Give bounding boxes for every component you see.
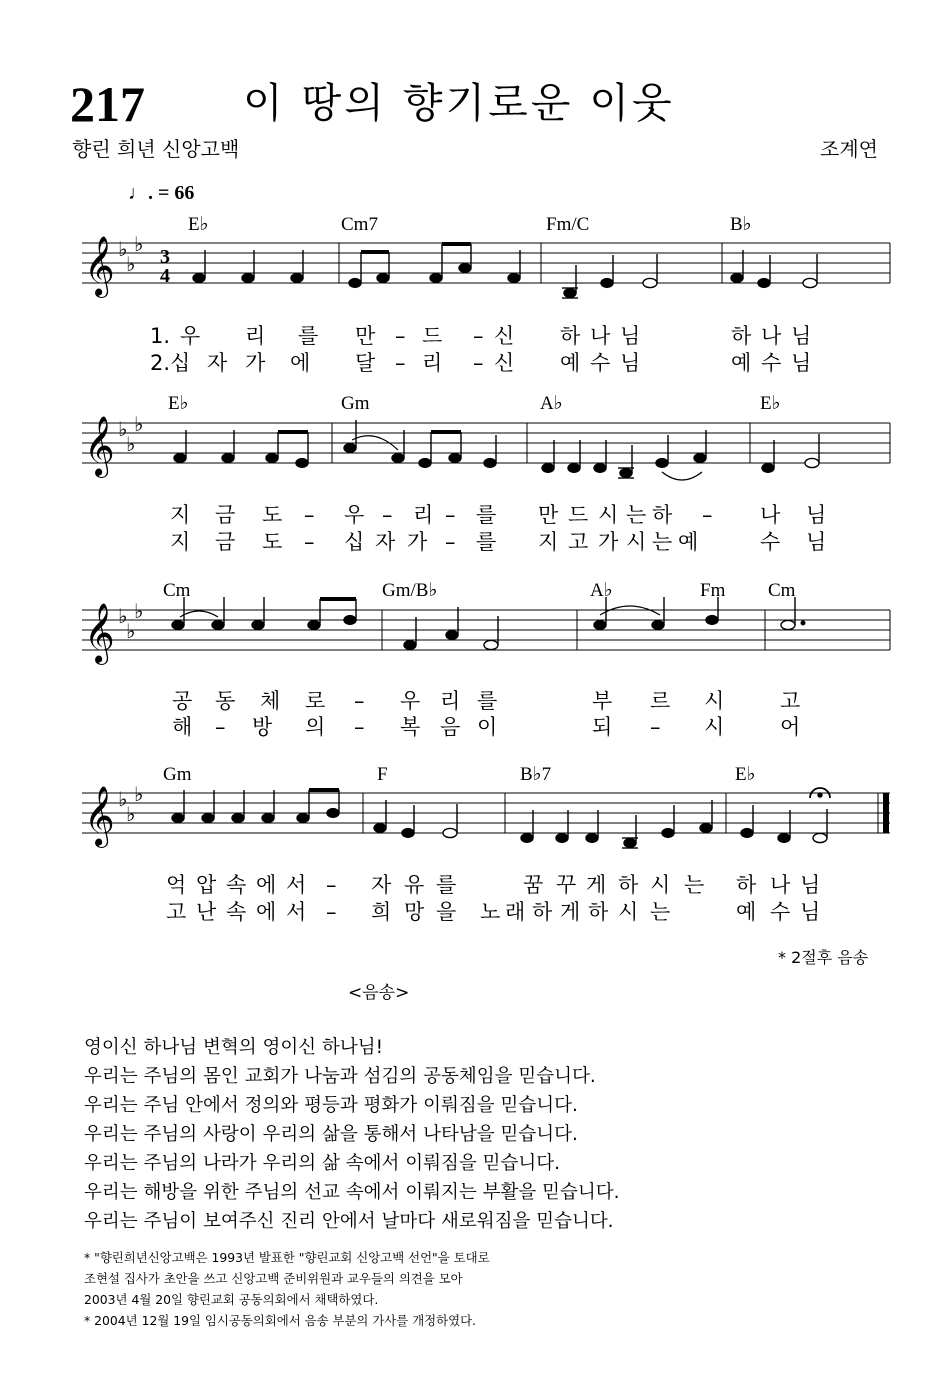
music-staff-system-3 xyxy=(0,597,950,677)
lyric-syllable: 수 xyxy=(760,530,781,554)
lyric-syllable: – xyxy=(473,324,484,348)
creed-line: 우리는 주님의 사랑이 우리의 삶을 통해서 나타남을 믿습니다. xyxy=(84,1124,578,1145)
fermata-dot xyxy=(818,793,822,797)
notes-system-3 xyxy=(172,597,805,650)
lyric-syllable: 하 xyxy=(560,324,581,348)
lyric-syllable: 시 xyxy=(618,900,639,924)
chord-symbol: Gm xyxy=(341,393,370,414)
lyric-syllable: 을 xyxy=(436,900,457,924)
lyric-syllable: 드 xyxy=(422,324,443,348)
lyric-syllable: 래 xyxy=(505,900,526,924)
lyric-syllable: 가 xyxy=(407,530,428,554)
lyric-syllable: 난 xyxy=(196,900,217,924)
svg-text:♭: ♭ xyxy=(134,599,144,623)
lyric-syllable: 우 xyxy=(344,503,365,527)
lyric-syllable: 이 xyxy=(477,715,498,739)
chord-symbol: Fm xyxy=(700,580,726,601)
lyric-syllable: 님 xyxy=(806,530,827,554)
lyric-syllable: 를 xyxy=(476,503,497,527)
footnote-line: * "향린희년신앙고백은 1993년 발표한 "향린교회 신앙고백 선언"을 토대로 xyxy=(84,1250,490,1265)
lyric-syllable: 방 xyxy=(252,715,273,739)
lyric-syllable: 서 xyxy=(286,873,307,897)
lyric-syllable: 님 xyxy=(620,324,641,348)
lyric-syllable: 유 xyxy=(404,873,425,897)
lyric-syllable: 속 xyxy=(226,873,247,897)
lyric-syllable: 하 xyxy=(736,873,757,897)
chord-symbol: A♭ xyxy=(540,393,563,414)
lyric-syllable: 망 xyxy=(404,900,425,924)
lyric-syllable: 도 xyxy=(262,503,283,527)
lyric-syllable: 님 xyxy=(791,351,812,375)
creed-line: 영이신 하나님 변혁의 영이신 하나님! xyxy=(84,1037,384,1058)
lyric-syllable: 리 xyxy=(413,503,434,527)
lyric-syllable: – xyxy=(354,689,365,713)
hymn-number: 217 xyxy=(70,76,145,132)
lyric-syllable: 드 xyxy=(568,503,589,527)
svg-text:♭: ♭ xyxy=(126,619,136,643)
lyric-syllable: – xyxy=(473,351,484,375)
lyric-syllable: 해 xyxy=(172,715,193,739)
lyric-syllable: 하 xyxy=(618,873,639,897)
lyric-syllable: 리 xyxy=(245,324,266,348)
lyric-syllable: 노 xyxy=(480,900,501,924)
lyric-syllable: 를 xyxy=(476,530,497,554)
lyric-syllable: 예 xyxy=(560,351,581,375)
chord-symbol: Cm xyxy=(768,580,796,601)
lyric-syllable: 금 xyxy=(215,503,236,527)
lyric-syllable: 예 xyxy=(736,900,757,924)
lyric-syllable: 하 xyxy=(532,900,553,924)
svg-text:♭: ♭ xyxy=(118,417,128,441)
lyric-syllable: 동 xyxy=(215,689,236,713)
chord-symbol: Cm7 xyxy=(341,214,378,235)
lyric-syllable: – xyxy=(304,530,315,554)
lyric-syllable: 나 xyxy=(760,503,781,527)
lyric-syllable: 하 xyxy=(588,900,609,924)
treble-clef-icon: 𝄞 xyxy=(84,786,115,846)
svg-text:♭: ♭ xyxy=(134,782,144,806)
creed-line: 우리는 주님의 나라가 우리의 삶 속에서 이뤄짐을 믿습니다. xyxy=(84,1153,560,1174)
treble-clef-icon: 𝄞 xyxy=(84,603,115,663)
lyric-syllable: 지 xyxy=(170,530,191,554)
chord-symbol: B♭ xyxy=(730,214,752,235)
time-signature-top: 3 xyxy=(160,246,170,268)
lyric-syllable: 는 xyxy=(626,503,647,527)
lyric-syllable: 로 xyxy=(305,689,326,713)
lyric-syllable: 체 xyxy=(260,689,281,713)
lyric-syllable: 에 xyxy=(256,873,277,897)
lyric-syllable: 리 xyxy=(440,689,461,713)
chord-symbol: E♭ xyxy=(168,393,189,414)
notes-system-4 xyxy=(172,788,830,848)
lyric-syllable: 시 xyxy=(704,715,725,739)
lyric-syllable: 자 xyxy=(207,351,228,375)
lyric-syllable: 부 xyxy=(592,689,613,713)
svg-text:♭: ♭ xyxy=(118,787,128,811)
lyric-syllable: – xyxy=(395,351,406,375)
lyric-syllable: 지 xyxy=(170,503,191,527)
creed-line: 우리는 주님 안에서 정의와 평등과 평화가 이뤄짐을 믿습니다. xyxy=(84,1095,578,1116)
creed-line: 우리는 해방을 위한 주님의 선교 속에서 이뤄지는 부활을 믿습니다. xyxy=(84,1182,620,1203)
key-signature-flats xyxy=(118,412,143,456)
svg-text:♭: ♭ xyxy=(134,412,144,436)
lyric-syllable: 압 xyxy=(196,873,217,897)
lyric-syllable: 수 xyxy=(761,351,782,375)
footnote-line: 2003년 4월 20일 향린교회 공동의회에서 채택하였다. xyxy=(84,1292,379,1307)
lyric-syllable: – xyxy=(650,715,661,739)
lyric-syllable: – xyxy=(702,503,713,527)
lyric-syllable: 되 xyxy=(592,715,613,739)
final-barline xyxy=(883,793,889,833)
svg-text:♭: ♭ xyxy=(118,237,128,261)
lyric-syllable: 예 xyxy=(731,351,752,375)
lyric-syllable: – xyxy=(445,530,456,554)
chord-symbol: Fm/C xyxy=(546,214,590,235)
chord-symbol: E♭ xyxy=(188,214,209,235)
lyric-syllable: 님 xyxy=(800,900,821,924)
lyric-syllable: 복 xyxy=(400,715,421,739)
chant-heading: <음송> xyxy=(348,983,410,1003)
svg-text:♭: ♭ xyxy=(134,232,144,256)
lyric-syllable: 님 xyxy=(806,503,827,527)
lyric-syllable: 나 xyxy=(761,324,782,348)
lyric-syllable: – xyxy=(326,873,337,897)
lyric-syllable: 수 xyxy=(770,900,791,924)
lyric-syllable: 희 xyxy=(371,900,392,924)
lyric-syllable: 우 xyxy=(400,689,421,713)
chord-symbol: B♭7 xyxy=(520,764,552,785)
lyric-syllable: – xyxy=(326,900,337,924)
lyric-syllable: 에 xyxy=(290,351,311,375)
chord-symbol: A♭ xyxy=(590,580,613,601)
creed-line: 우리는 주님의 몸인 교회가 나눔과 섬김의 공동체임을 믿습니다. xyxy=(84,1066,596,1087)
svg-text:♭: ♭ xyxy=(126,252,136,276)
chord-symbol: Cm xyxy=(163,580,191,601)
chord-symbol: F xyxy=(377,764,388,785)
key-signature-flats xyxy=(118,599,143,643)
music-staff-system-1 xyxy=(0,230,950,310)
key-signature-flats xyxy=(118,782,143,826)
svg-text:♭: ♭ xyxy=(126,802,136,826)
lyric-syllable: 1. xyxy=(150,324,171,348)
lyric-syllable: 수 xyxy=(590,351,611,375)
lyric-syllable: 시 xyxy=(626,530,647,554)
lyric-syllable: 님 xyxy=(620,351,641,375)
lyric-syllable: 자 xyxy=(375,530,396,554)
lyric-syllable: 나 xyxy=(770,873,791,897)
lyric-syllable: 예 xyxy=(678,530,699,554)
time-signature-bottom: 4 xyxy=(160,265,170,287)
lyric-syllable: 르 xyxy=(650,689,671,713)
music-staff-system-4 xyxy=(0,780,950,860)
chord-symbol: E♭ xyxy=(760,393,781,414)
svg-text:♭: ♭ xyxy=(118,604,128,628)
chord-symbol: E♭ xyxy=(735,764,756,785)
lyric-syllable: 고 xyxy=(780,689,801,713)
lyric-syllable: 금 xyxy=(215,530,236,554)
lyric-syllable: 신 xyxy=(494,324,515,348)
footnote-line: 조현설 집사가 초안을 쓰고 신앙고백 준비위원과 교우들의 의견을 모아 xyxy=(84,1271,463,1286)
lyric-syllable: 십 xyxy=(344,530,365,554)
lyric-syllable: 신 xyxy=(494,351,515,375)
chord-symbol: Gm/B♭ xyxy=(382,580,438,601)
lyric-syllable: 2.십 xyxy=(150,351,191,375)
lyric-syllable: 꾸 xyxy=(556,873,577,897)
lyric-syllable: 하 xyxy=(652,503,673,527)
music-staff-system-2 xyxy=(0,410,950,490)
lyric-syllable: 는 xyxy=(652,530,673,554)
lyric-syllable: 가 xyxy=(598,530,619,554)
lyric-syllable: 공 xyxy=(172,689,193,713)
lyric-syllable: 게 xyxy=(560,900,581,924)
creed-line: 우리는 주님이 보여주신 진리 안에서 날마다 새로워짐을 믿습니다. xyxy=(84,1211,614,1232)
lyric-syllable: – xyxy=(395,324,406,348)
lyric-syllable: 게 xyxy=(586,873,607,897)
lyric-syllable: 를 xyxy=(436,873,457,897)
lyric-syllable: 만 xyxy=(538,503,559,527)
notes-system-1 xyxy=(193,244,817,298)
lyric-syllable: 님 xyxy=(791,324,812,348)
lyric-syllable: 지 xyxy=(538,530,559,554)
lyric-syllable: 가 xyxy=(245,351,266,375)
treble-clef-icon: 𝄞 xyxy=(84,416,115,476)
lyric-syllable: 달 xyxy=(355,351,376,375)
lyric-syllable: 음 xyxy=(440,715,461,739)
lyric-syllable: 만 xyxy=(355,324,376,348)
lyric-syllable: 도 xyxy=(262,530,283,554)
lyric-syllable: – xyxy=(215,715,226,739)
lyric-syllable: 하 xyxy=(731,324,752,348)
lyric-syllable: 를 xyxy=(477,689,498,713)
lyric-syllable: 고 xyxy=(568,530,589,554)
lyric-syllable: 시 xyxy=(598,503,619,527)
lyric-syllable: 어 xyxy=(780,715,801,739)
chord-symbol: Gm xyxy=(163,764,192,785)
svg-text:♭: ♭ xyxy=(126,432,136,456)
lyric-syllable: 의 xyxy=(305,715,326,739)
lyric-syllable: 고 xyxy=(166,900,187,924)
notes-system-2 xyxy=(174,420,819,480)
lyric-syllable: 시 xyxy=(650,873,671,897)
performance-note: * 2절후 음송 xyxy=(778,948,869,967)
lyric-syllable: 시 xyxy=(704,689,725,713)
hymn-title: 이 땅의 향기로운 이웃 xyxy=(243,79,675,127)
footnote-line: * 2004년 12월 19일 임시공동의회에서 음송 부분의 가사를 개정하였다. xyxy=(84,1313,476,1328)
lyric-syllable: – xyxy=(354,715,365,739)
lyric-syllable: 꿈 xyxy=(523,873,544,897)
lyric-syllable: 를 xyxy=(298,324,319,348)
lyric-syllable: 억 xyxy=(166,873,187,897)
key-signature-flats xyxy=(118,232,143,276)
lyric-syllable: 자 xyxy=(371,873,392,897)
lyric-syllable: 속 xyxy=(226,900,247,924)
tempo-marking: ♩. = 66 xyxy=(128,182,195,204)
lyric-syllable: 나 xyxy=(590,324,611,348)
treble-clef-icon: 𝄞 xyxy=(84,236,115,296)
hymn-subtitle: 향린 희년 신앙고백 xyxy=(72,137,240,161)
composer-name: 조계연 xyxy=(820,137,878,161)
lyric-syllable: – xyxy=(382,503,393,527)
lyric-syllable: – xyxy=(304,503,315,527)
lyric-syllable: 는 xyxy=(684,873,705,897)
lyric-syllable: – xyxy=(445,503,456,527)
lyric-syllable: 우 xyxy=(180,324,201,348)
lyric-syllable: 리 xyxy=(422,351,443,375)
lyric-syllable: 에 xyxy=(256,900,277,924)
lyric-syllable: 님 xyxy=(800,873,821,897)
lyric-syllable: 서 xyxy=(286,900,307,924)
lyric-syllable: 는 xyxy=(650,900,671,924)
